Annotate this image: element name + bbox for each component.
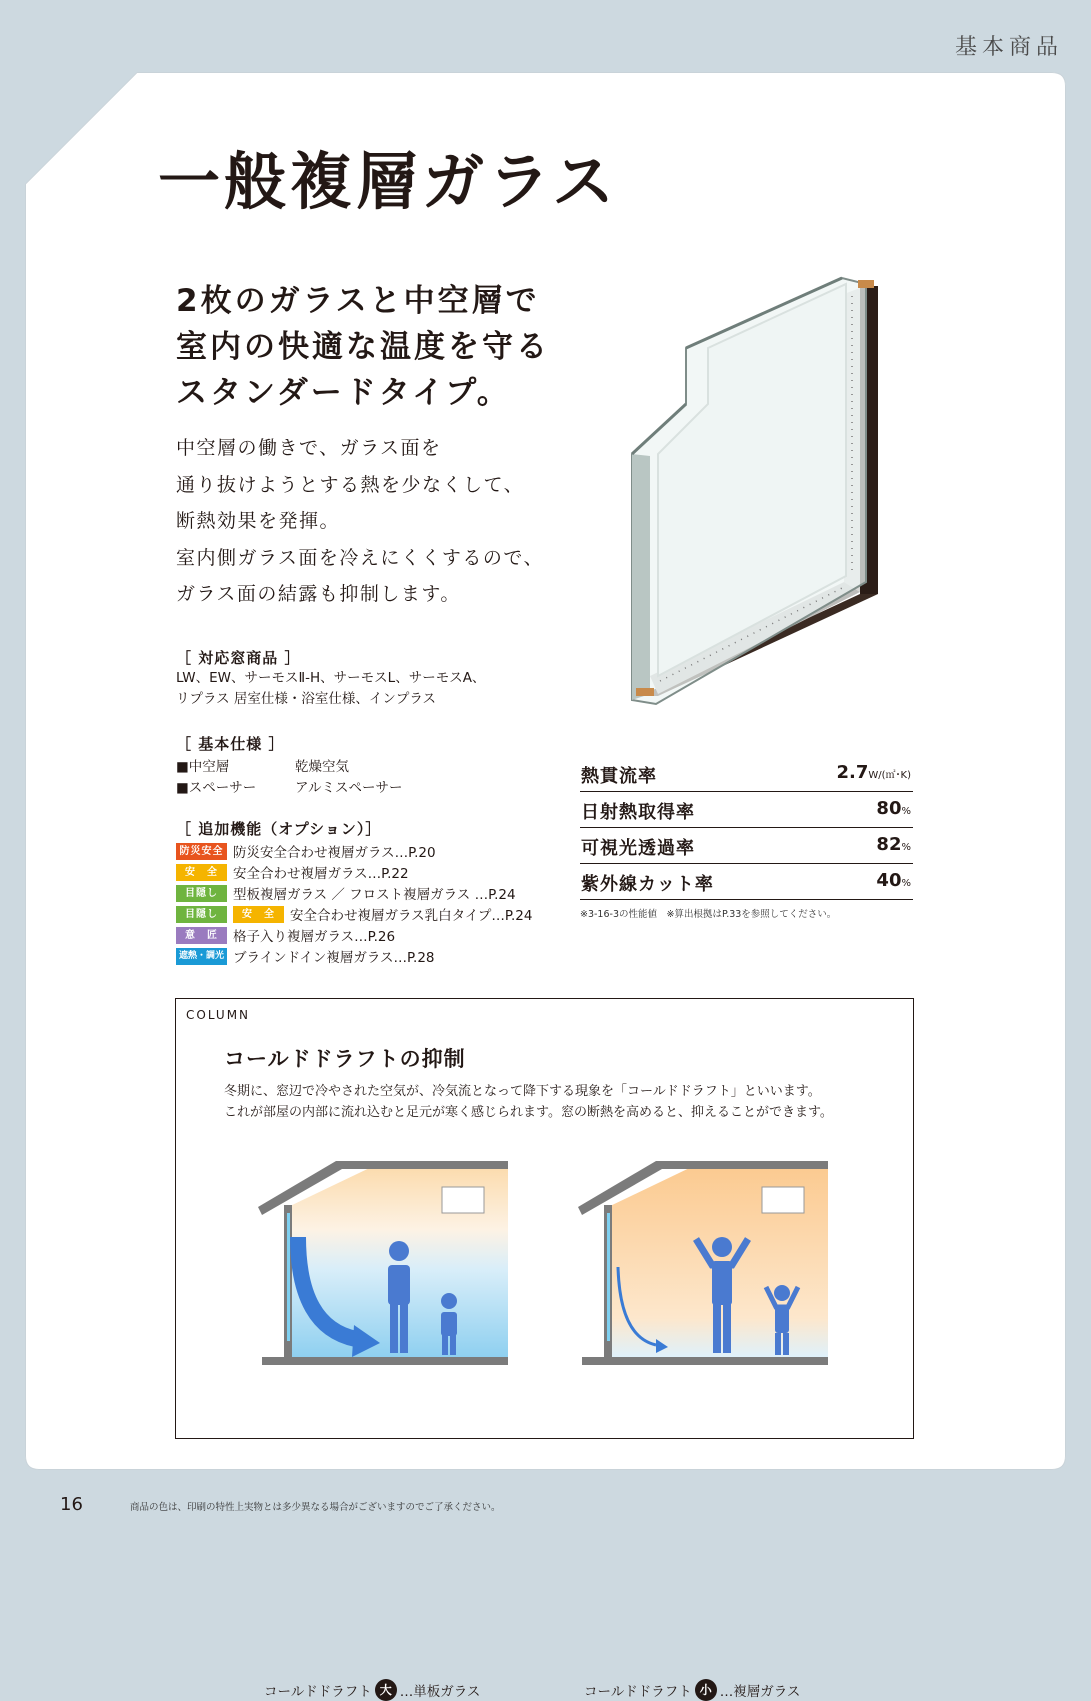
spec-label: ■中空層 [176, 759, 230, 775]
option-tag: 安 全 [176, 864, 227, 881]
option-item [176, 905, 532, 923]
description-line: ガラス面の結露も抑制します。 [176, 583, 461, 605]
footer-note: 商品の色は、印刷の特性上実物とは多少異なる場合がございますのでご了承ください。 [130, 1502, 501, 1513]
page-title: 一般複層ガラス [158, 145, 619, 218]
category-label: 基本商品 [954, 35, 1063, 60]
option-tag: 安 全 [233, 906, 284, 923]
spec-row [176, 776, 403, 796]
option-item [176, 926, 395, 944]
performance-label: 紫外線カット率 [581, 874, 714, 895]
performance-label: 熱貫流率 [581, 766, 657, 787]
compatible-line: リプラス 居室仕様・浴室仕様、インプラス [176, 691, 436, 707]
large-mark: 大 [375, 1679, 397, 1701]
left-caption: コールドドラフト 大 …単板ガラス [264, 1679, 480, 1701]
performance-row [580, 792, 913, 828]
spec-label: ■スペーサー [176, 780, 257, 796]
option-tag: 目隠し [176, 906, 227, 923]
lead-copy [176, 278, 550, 416]
option-tag: 目隠し [176, 885, 227, 902]
performance-label: 可視光透過率 [581, 838, 695, 859]
performance-label: 日射熱取得率 [581, 802, 695, 823]
double-glazing-illustration [620, 276, 882, 716]
option-tag: 意 匠 [176, 927, 227, 944]
option-text: 安全合わせ複層ガラス乳白タイプ…P.24 [290, 908, 533, 924]
option-text: ブラインドイン複層ガラス…P.28 [233, 950, 435, 966]
option-text: 防災安全合わせ複層ガラス…P.20 [233, 845, 436, 861]
option-item [176, 842, 436, 860]
description-line: 通り抜けようとする熱を少なくして、 [176, 473, 525, 496]
performance-value: 82% [876, 834, 911, 855]
basic-spec-heading: ［ 基本仕様 ］ [176, 735, 285, 753]
option-item [176, 863, 409, 881]
column-text-line: 冬期に、窓辺で冷やされた空気が、冷気流となって降下する現象を「コールドドラフト」といいます。 [224, 1084, 821, 1099]
small-mark: 小 [695, 1679, 717, 1701]
description-line: 中空層の働きで、ガラス面を [176, 437, 442, 459]
compatible-heading: ［ 対応窓商品 ］ [176, 649, 301, 667]
compatible-line: LW、EW、サーモスⅡ-H、サーモスL、サーモスA、 [176, 670, 486, 686]
spec-value: 乾燥空気 [295, 759, 349, 775]
performance-value: 80% [876, 798, 911, 819]
description-line: 断熱効果を発揮。 [176, 510, 341, 532]
option-tag: 防災安全 [176, 843, 227, 860]
description-line: 室内側ガラス面を冷えにくくするので、 [176, 546, 545, 569]
option-text: 格子入り複層ガラス…P.26 [233, 929, 396, 945]
single-glass-room-illustration [256, 1157, 516, 1373]
compatible-list [176, 668, 485, 710]
column-text-line: これが部屋の内部に流れ込むと足元が寒く感じられます。窓の断熱を高めると、抑えることができます。 [224, 1105, 833, 1120]
description [176, 430, 544, 613]
option-text: 安全合わせ複層ガラス…P.22 [233, 866, 409, 882]
performance-row [580, 756, 913, 792]
performance-value: 40% [876, 870, 911, 891]
double-glass-room-illustration [576, 1157, 836, 1373]
column-text [224, 1081, 833, 1123]
performance-row [580, 828, 913, 864]
option-text: 型板複層ガラス ／ フロスト複層ガラス …P.24 [233, 887, 516, 903]
performance-row [580, 864, 913, 900]
lead-line: 室内の快適な温度を守る [176, 329, 550, 365]
option-item [176, 947, 435, 965]
column-label: COLUMN [186, 1008, 251, 1022]
spec-value: アルミスペーサー [295, 780, 403, 796]
performance-value: 2.7W/(㎡･K) [836, 762, 911, 783]
options-heading: ［ 追加機能（オプション）］ [176, 820, 382, 838]
spec-row [176, 755, 349, 775]
column-title: コールドドラフトの抑制 [224, 1047, 466, 1071]
performance-note: ※3-16-3の性能値 ※算出根拠はP.33を参照してください。 [580, 909, 837, 920]
option-item [176, 884, 516, 902]
performance-table [580, 756, 913, 900]
right-caption: コールドドラフト 小 …複層ガラス [584, 1679, 800, 1701]
lead-line: 2枚のガラスと中空層で [176, 283, 540, 319]
page-number: 16 [60, 1494, 83, 1515]
lead-line: スタンダードタイプ。 [176, 375, 511, 411]
option-tag: 遮熱・調光 [176, 948, 227, 965]
